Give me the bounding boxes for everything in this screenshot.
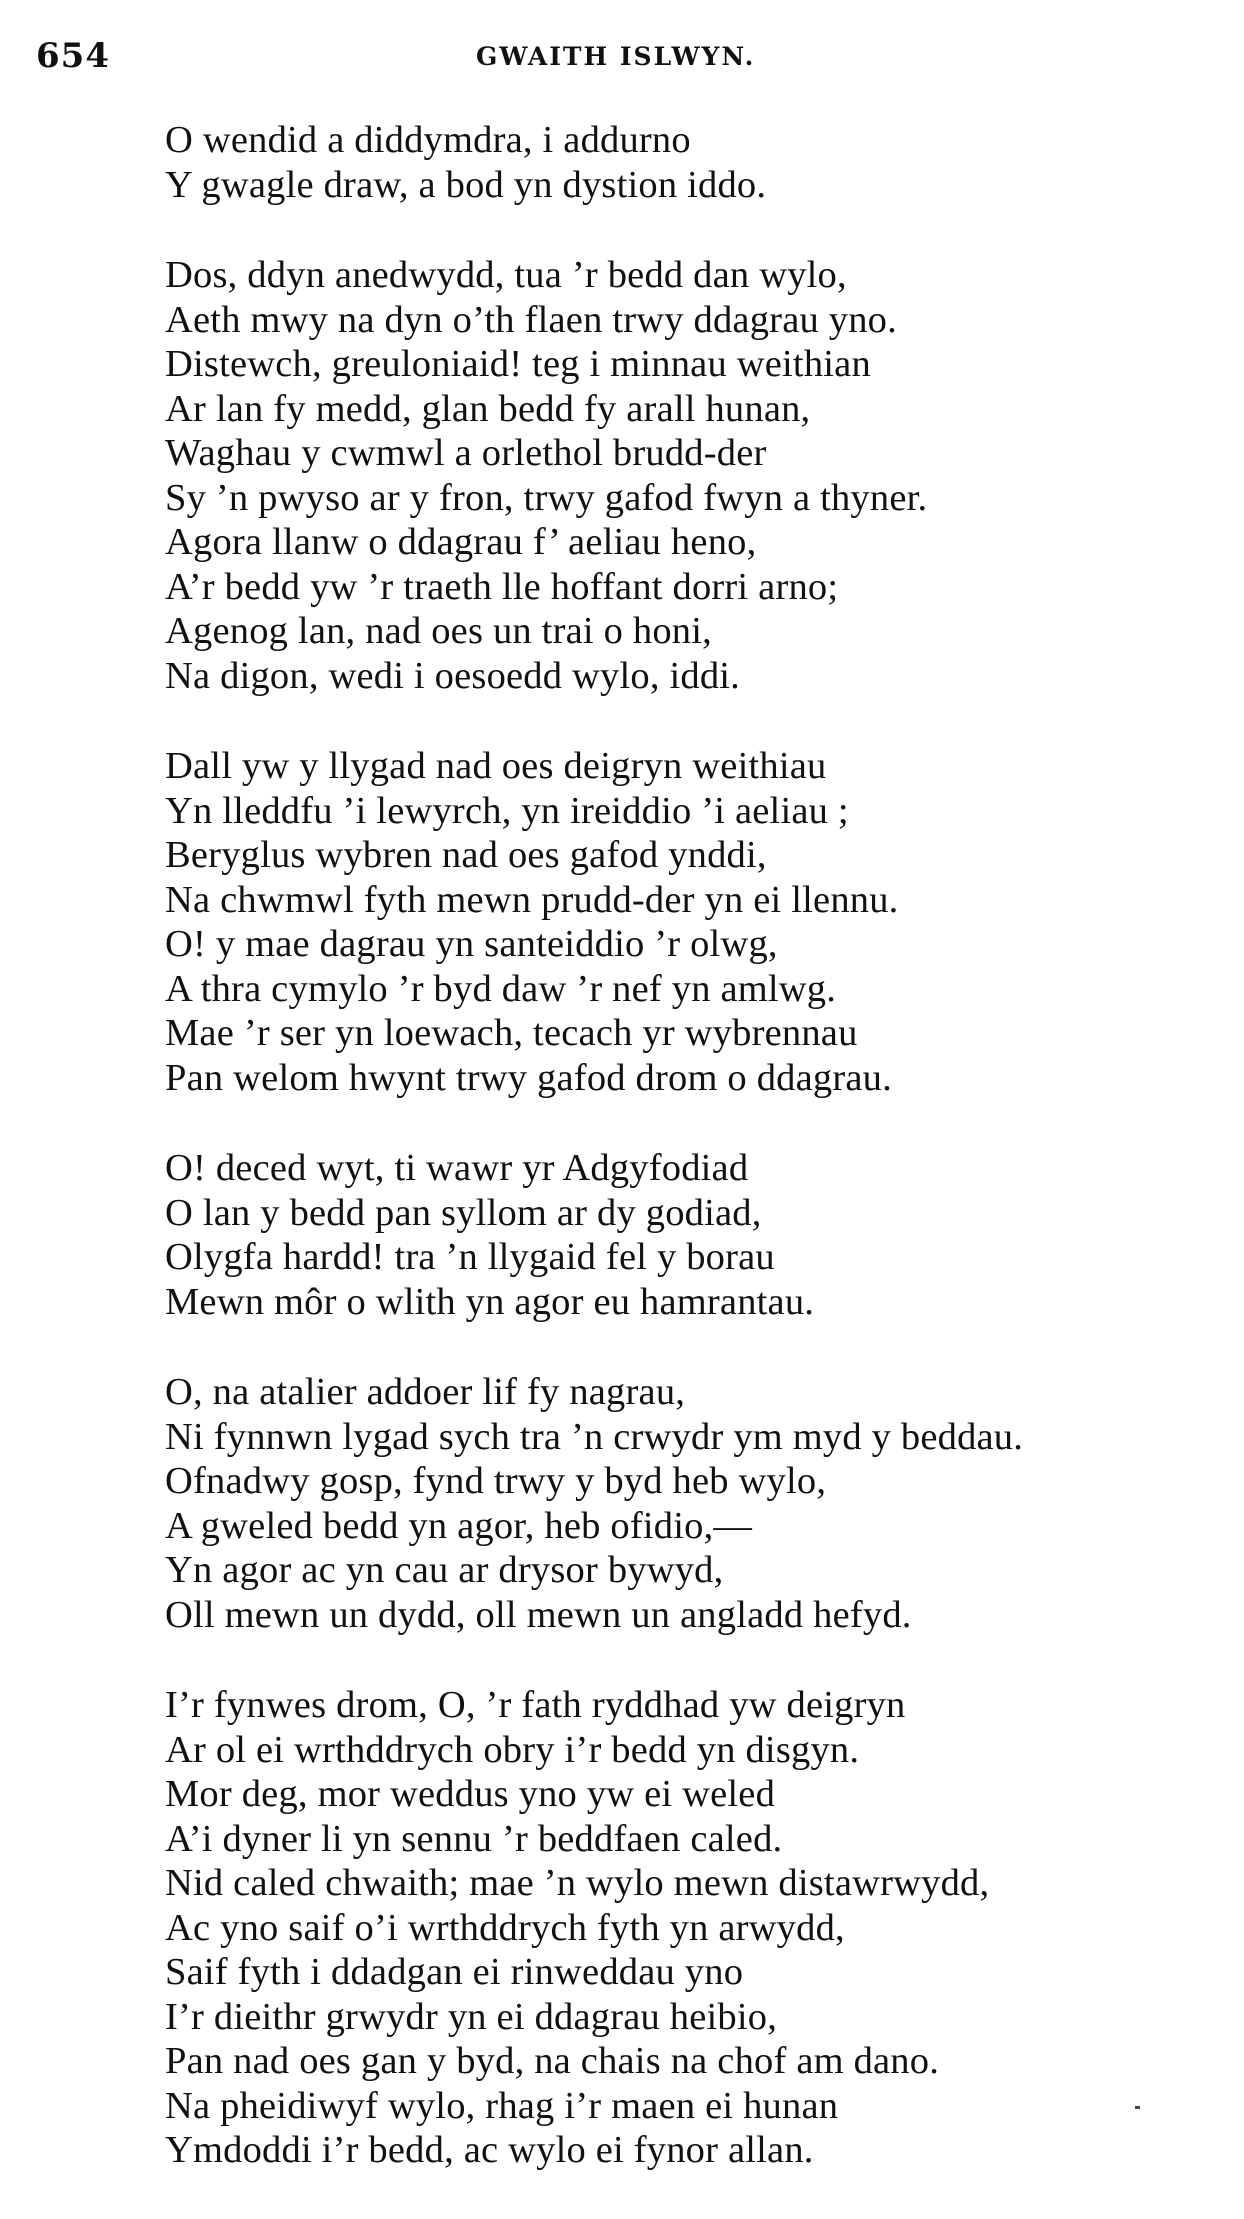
stanza xyxy=(165,253,1225,698)
poem-line: Mae ’r ser yn loewach, tecach yr wybrennau xyxy=(165,1012,858,1054)
poem-line: Na chwmwl fyth mewn prudd-der yn ei llennu. xyxy=(165,878,899,921)
poem-line: Olygfa hardd! tra ’n llygaid fel y borau xyxy=(165,1236,775,1278)
poem-line: Mor deg, mor weddus yno yw ei weled xyxy=(165,1773,776,1815)
poem-line: Agora llanw o ddagrau f’ aeliau heno, xyxy=(165,521,757,563)
poem-line: O! deced wyt, ti wawr yr Adgyfodiad xyxy=(165,1147,749,1189)
page-number: 654 xyxy=(36,36,110,76)
poem-line: O, na atalier addoer lif fy nagrau, xyxy=(165,1371,686,1413)
poem-line: O! y mae dagrau yn santeiddio ’r olwg, xyxy=(165,923,778,965)
stanza xyxy=(165,1683,1225,2173)
poem-line: Waghau y cwmwl a orlethol brudd-der xyxy=(165,432,767,474)
poem-line: I’r dieithr grwydr yn ei ddagrau heibio, xyxy=(165,1995,778,2038)
poem-line: Yn agor ac yn cau ar drysor bywyd, xyxy=(165,1549,724,1591)
poem-line: Dall yw y llygad nad oes deigryn weithiau xyxy=(165,745,827,787)
poem-line: Ymdoddi i’r bedd, ac wylo ei fynor allan. xyxy=(165,2129,814,2171)
poem-line: Ac yno saif o’i wrthddrych fyth yn arwydd, xyxy=(165,1906,845,1949)
poem-line: O lan y bedd pan syllom ar dy godiad, xyxy=(165,1191,762,1234)
poem-line: Ar lan fy medd, glan bedd fy arall hunan, xyxy=(165,387,811,430)
poem-line: Mewn môr o wlith yn agor eu hamrantau. xyxy=(165,1280,815,1323)
stanza xyxy=(165,1370,1225,1637)
poem-line: Pan nad oes gan y byd, na chais na chof am dano. xyxy=(165,2040,940,2082)
page-header xyxy=(36,36,1206,86)
running-title: GWAITH ISLWYN. xyxy=(476,42,756,71)
poem-line: Oll mewn un dydd, oll mewn un angladd hefyd. xyxy=(165,1593,912,1636)
poem-line: A gweled bedd yn agor, heb ofidio,— xyxy=(165,1504,753,1547)
poem-line: Beryglus wybren nad oes gafod ynddi, xyxy=(165,834,767,876)
poem-line: O wendid a diddymdra, i addurno xyxy=(165,119,691,161)
poem-line: A’i dyner li yn sennu ’r beddfaen caled. xyxy=(165,1817,783,1860)
poem-line: Yn lleddfu ’i lewyrch, yn ireiddio ’i aeliau ; xyxy=(165,789,849,832)
poem-line: Sy ’n pwyso ar y fron, trwy gafod fwyn a thyner. xyxy=(165,476,928,519)
poem-line: Ni fynnwn lygad sych tra ’n crwydr ym myd y beddau. xyxy=(165,1415,1024,1458)
poem-line: Ar ol ei wrthddrych obry i’r bedd yn disgyn. xyxy=(165,1728,860,1771)
stanza xyxy=(165,1146,1225,1324)
poem-line: Y gwagle draw, a bod yn dystion iddo. xyxy=(165,163,767,206)
poem-line: Agenog lan, nad oes un trai o honi, xyxy=(165,610,712,652)
poem-line: Na digon, wedi i oesoedd wylo, iddi. xyxy=(165,654,740,697)
poem-line: I’r fynwes drom, O, ’r fath ryddhad yw deigryn xyxy=(165,1684,906,1726)
print-speck xyxy=(1135,2106,1140,2109)
poem-line: Na pheidiwyf wylo, rhag i’r maen ei hunan xyxy=(165,2084,839,2127)
poem-line: Aeth mwy na dyn o’th flaen trwy ddagrau yno. xyxy=(165,298,897,341)
poem-line: A thra cymylo ’r byd daw ’r nef yn amlwg. xyxy=(165,967,837,1010)
poem-line: Ofnadwy gosp, fynd trwy y byd heb wylo, xyxy=(165,1460,827,1502)
poem-line: Pan welom hwynt trwy gafod drom o ddagrau. xyxy=(165,1056,892,1099)
poem-body xyxy=(165,118,1225,2219)
poem-line: Saif fyth i ddadgan ei rinweddau yno xyxy=(165,1951,744,1993)
stanza xyxy=(165,744,1225,1100)
poem-line: Nid caled chwaith; mae ’n wylo mewn distawrwydd, xyxy=(165,1862,990,1904)
poem-line: A’r bedd yw ’r traeth lle hoffant dorri arno; xyxy=(165,565,839,608)
poem-line: Dos, ddyn anedwydd, tua ’r bedd dan wylo, xyxy=(165,254,847,296)
poem-line: Distewch, greuloniaid! teg i minnau weithian xyxy=(165,343,871,385)
stanza xyxy=(165,118,1225,207)
